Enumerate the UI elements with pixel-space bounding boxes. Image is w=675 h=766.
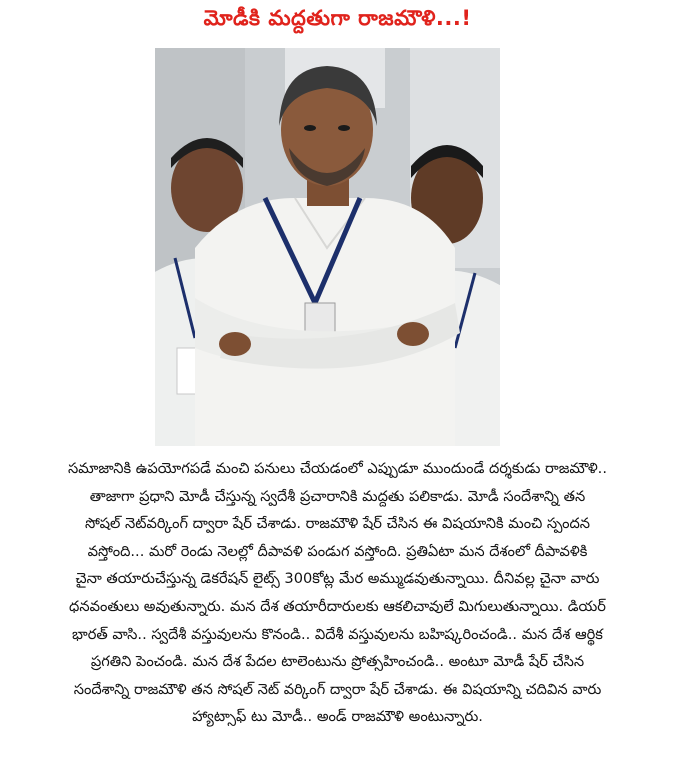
article-line: సోషల్ నెట్‌వర్కింగ్ ద్వారా షేర్ చేశాడు. రాజమౌళి షేర్ చేసిన ఈ విషయానికి మంచి స్పందన — [84, 515, 591, 533]
article-line: హ్యాట్సాఫ్ టు మోడీ.. అండ్ రాజమౌళి అంటున్నారు. — [192, 708, 483, 726]
article-line: వస్తోంది... మరో రెండు నెలల్లో దీపావళి పండుగ వస్తోంది. ప్రతిఏటా మన దేశంలో దీపావళికి — [87, 542, 588, 560]
news-photo — [155, 48, 500, 446]
article-line: సందేశాన్ని రాజమౌళి తన సోషల్ నెట్ వర్కింగ్ ద్వారా షేర్ చేశాడు. ఈ విషయాన్ని చదివిన వారు — [73, 680, 602, 698]
headline: మోడీకి మద్దతుగా రాజమౌళి...! — [203, 6, 472, 30]
article-line: భారత్ వాసి.. స్వదేశీ వస్తువులను కొనండి.. విదేశీ వస్తువులను బహిష్కరించండి.. మన దేశ ఆర్థిక — [72, 625, 603, 643]
article-body — [10, 455, 665, 731]
article-line: చైనా తయారుచేస్తున్న డెకరేషన్ లైట్స్ 300కోట్ల మేర అమ్ముడవుతున్నాయి. దీనివల్ల చైనా వారు — [75, 570, 600, 588]
article-line: ప్రగతిని పెంచండి. మన దేశ పేదల టాలెంటును ప్రోత్సహించండి.. అంటూ మోడీ షేర్ చేసిన — [90, 653, 585, 671]
article-line: ధనవంతులు అవుతున్నారు. మన దేశ తయారీదారులకు ఆకలిచావులే మిగులుతున్నాయి. డియర్ — [69, 597, 606, 615]
article-line: తాజాగా ప్రధాని మోడీ చేస్తున్న స్వదేశీ ప్రచారానికి మద్దతు పలికాడు. మోడీ సందేశాన్ని తన — [89, 487, 586, 505]
article-line: సమాజానికి ఉపయోగపడే మంచి పనులు చేయడంలో ఎప్పుడూ ముందుండే దర్శకుడు రాజమౌళి.. — [68, 460, 607, 477]
